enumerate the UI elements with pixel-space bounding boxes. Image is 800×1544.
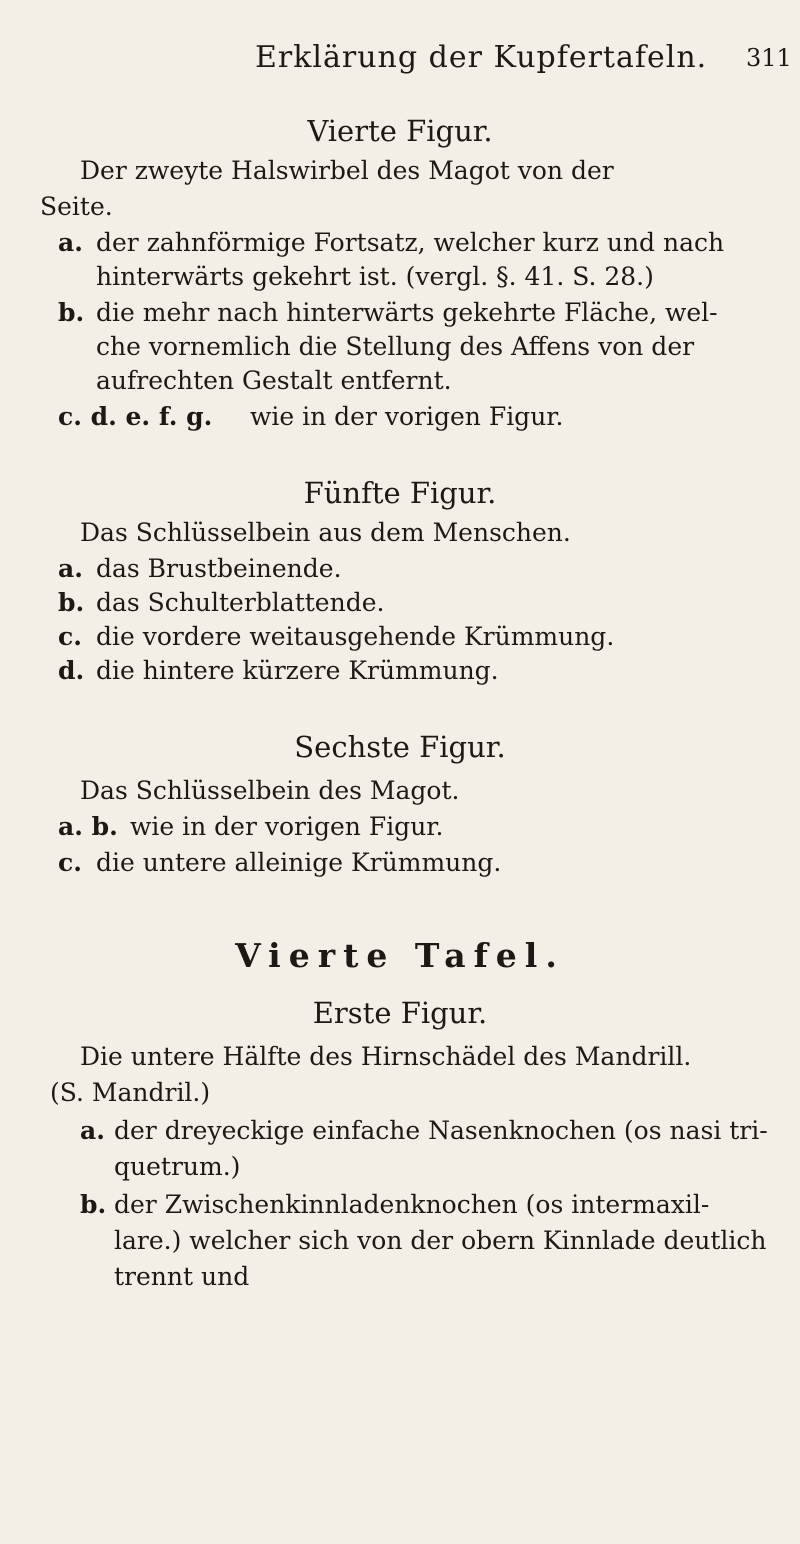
item-text: der zahnförmige Fortsatz, welcher kurz und nach [96, 228, 725, 257]
heading-sechste-figur: Sechste Figur. [294, 730, 506, 764]
item-text: lare.) welcher sich von der obern Kinnlade deutlich [114, 1226, 767, 1255]
heading-vierte-tafel: Vierte Tafel. [235, 936, 565, 975]
item-text: die hintere kürzere Krümmung. [96, 656, 499, 685]
intro-line: Die untere Hälfte des Hirnschädel des Mandrill. [80, 1042, 692, 1071]
item-text: die untere alleinige Krümmung. [96, 848, 502, 877]
item-text: quetrum.) [114, 1152, 241, 1181]
item-label: a. [58, 228, 83, 257]
running-head-title: Erklärung der Kupfertafeln. [255, 40, 708, 75]
item-label: a. b. [58, 812, 118, 841]
heading-erste-figur: Erste Figur. [312, 996, 488, 1030]
item-text: der dreyeckige einfache Nasenknochen (os nasi tri- [114, 1116, 768, 1145]
item-text: wie in der vorigen Figur. [130, 812, 444, 841]
item-label: b. [58, 588, 85, 617]
item-label: b. [58, 298, 85, 327]
item-label: d. [58, 656, 85, 685]
item-label: b. [80, 1190, 107, 1219]
intro-line: Das Schlüsselbein des Magot. [80, 776, 460, 805]
heading-vierte-figur: Vierte Figur. [307, 114, 493, 148]
item-text: die mehr nach hinterwärts gekehrte Fläche, wel- [96, 298, 718, 327]
item-text: das Schulterblattende. [96, 588, 385, 617]
item-text: der Zwischenkinnladenknochen (os intermaxil- [114, 1190, 710, 1219]
item-label: c. [58, 622, 82, 651]
item-text: trennt und [114, 1262, 250, 1291]
item-label: c. d. e. f. g. [58, 402, 213, 431]
intro-line: (S. Mandril.) [50, 1078, 211, 1107]
heading-fuenfte-figur: Fünfte Figur. [303, 476, 497, 510]
intro-line: Der zweyte Halswirbel des Magot von der [80, 156, 614, 185]
item-text: das Brustbeinende. [96, 554, 342, 583]
item-label: c. [58, 848, 82, 877]
intro-line: Das Schlüsselbein aus dem Menschen. [80, 518, 571, 547]
item-text: che vornemlich die Stellung des Affens von der [96, 332, 695, 361]
item-label: a. [58, 554, 83, 583]
item-text: wie in der vorigen Figur. [250, 402, 564, 431]
item-label: a. [80, 1116, 105, 1145]
running-head [0, 40, 800, 84]
intro-line: Seite. [40, 192, 113, 221]
item-text: hinterwärts gekehrt ist. (vergl. §. 41. S. 28.) [96, 262, 654, 291]
item-text: die vordere weitausgehende Krümmung. [96, 622, 615, 651]
page-number: 311 [746, 44, 792, 72]
item-text: aufrechten Gestalt entfernt. [96, 366, 452, 395]
